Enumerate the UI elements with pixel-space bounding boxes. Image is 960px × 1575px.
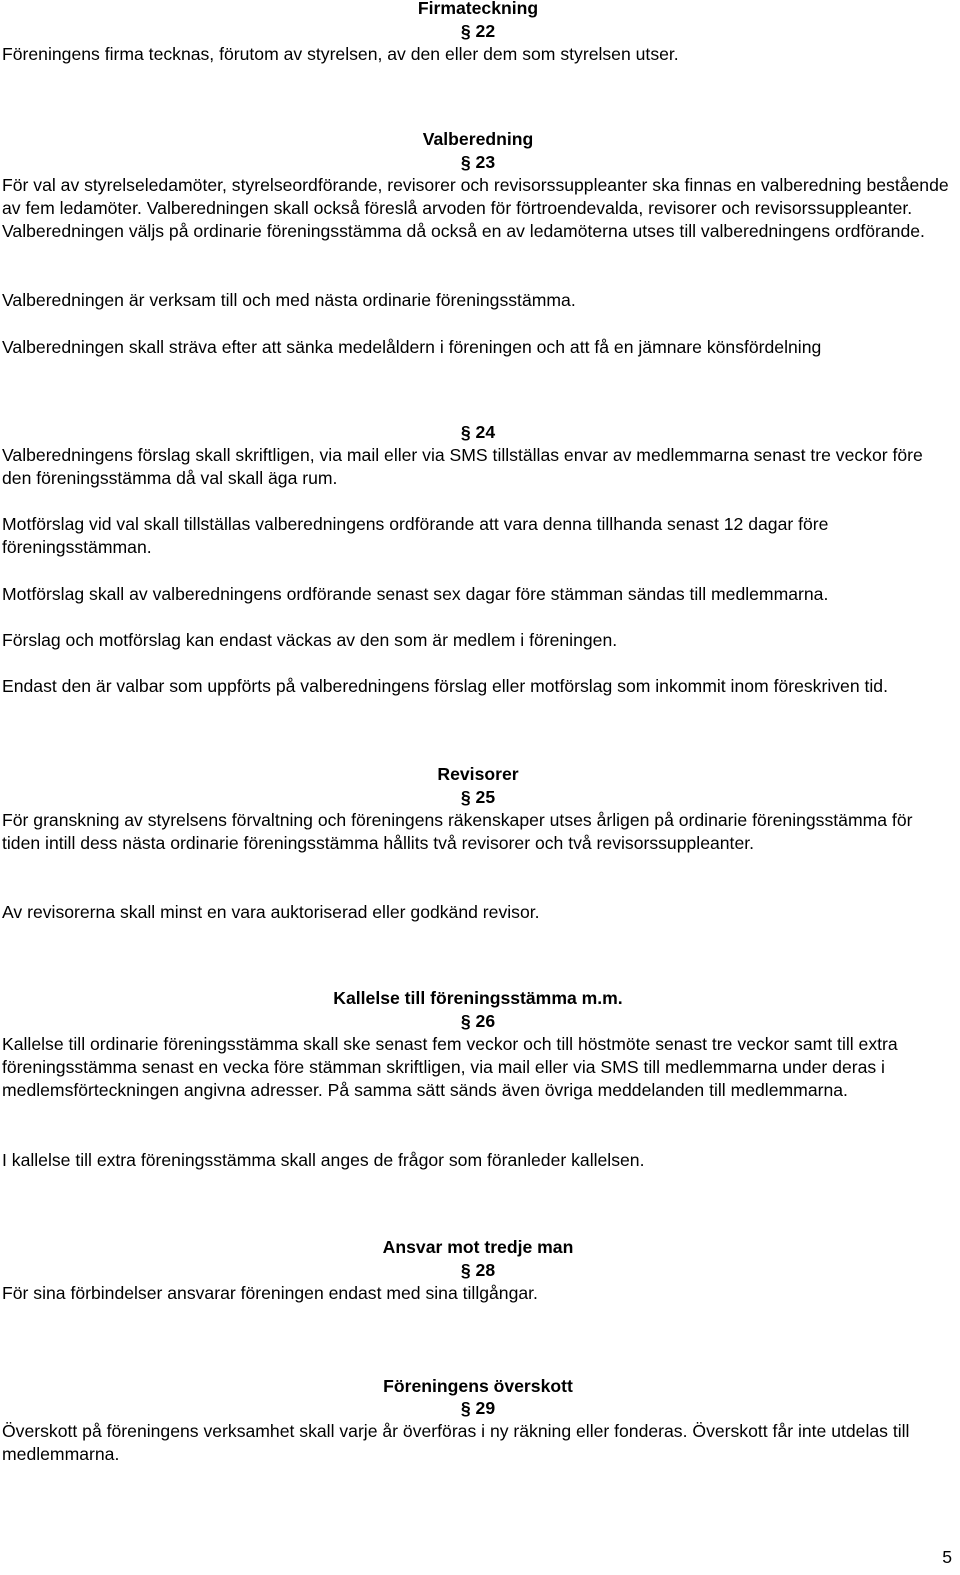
paragraph-24-2: Motförslag vid val skall tillställas valberedningens ordförande att vara denna tillhanda senast 12 dagar före föreningsstämman.: [2, 514, 829, 557]
paragraph-24-3: Motförslag skall av valberedningens ordförande senast sex dagar före stämman sändas till medlemmarna.: [2, 584, 829, 604]
paragraph-23-1: För val av styrelseledamöter, styrelseordförande, revisorer och revisorssuppleanter ska finnas en valberedning bestående av fem ledamöter. Valberedningen skall också föreslå arvoden för förtroendevalda, revisorer och revisorssuppleanter. Valberedningen väljs på ordinarie föreningsstämma då också en av ledamöterna utses till valberedningens ordförande.: [2, 175, 949, 241]
section-heading-ansvar: Ansvar mot tredje man: [382, 1237, 574, 1257]
section-number-23: § 23: [460, 152, 496, 172]
section-number-22: § 22: [460, 21, 496, 41]
paragraph-25-2: Av revisorerna skall minst en vara auktoriserad eller godkänd revisor.: [2, 902, 540, 922]
section-number-29: § 29: [460, 1398, 496, 1418]
paragraph-22-1: Föreningens firma tecknas, förutom av styrelsen, av den eller dem som styrelsen utser.: [2, 44, 679, 64]
paragraph-23-2: Valberedningen är verksam till och med nästa ordinarie föreningsstämma.: [2, 290, 576, 310]
paragraph-25-1: För granskning av styrelsens förvaltning och föreningens räkenskaper utses årligen på ordinarie föreningsstämma för tiden intill dess nästa ordinarie föreningsstämma hållits två revisorer och två revisorssuppleanter.: [2, 810, 913, 853]
paragraph-26-1: Kallelse till ordinarie föreningsstämma skall ske senast fem veckor och till höstmöte senast tre veckor samt till extra föreningsstämma senast en vecka före stämman skriftligen, via mail eller via SMS till medlemmarna under deras i medlemsförteckningen angivna adresser. På samma sätt sänds även övriga meddelanden till medlemmarna.: [2, 1034, 898, 1100]
section-heading-firmateckning: Firmateckning: [417, 0, 539, 18]
paragraph-24-5: Endast den är valbar som uppförts på valberedningens förslag eller motförslag som inkommit inom föreskriven tid.: [2, 676, 888, 696]
section-heading-valberedning: Valberedning: [422, 129, 534, 149]
section-number-25: § 25: [460, 787, 496, 807]
section-heading-kallelse: Kallelse till föreningsstämma m.m.: [333, 988, 623, 1008]
section-number-26: § 26: [460, 1011, 496, 1031]
section-number-24: § 24: [460, 422, 496, 442]
page-number: 5: [942, 1547, 952, 1567]
paragraph-29-1: Överskott på föreningens verksamhet skall varje år överföras i ny räkning eller fonderas. Överskott får inte utdelas till medlemmarna.: [2, 1421, 910, 1464]
paragraph-24-4: Förslag och motförslag kan endast väckas av den som är medlem i föreningen.: [2, 630, 618, 650]
section-heading-overskott: Föreningens överskott: [383, 1376, 573, 1396]
paragraph-23-3: Valberedningen skall sträva efter att sänka medelåldern i föreningen och att få en jämnare könsfördelning: [2, 337, 822, 357]
paragraph-28-1: För sina förbindelser ansvarar föreningen endast med sina tillgångar.: [2, 1283, 538, 1303]
paragraph-24-1: Valberedningens förslag skall skriftligen, via mail eller via SMS tillställas envar av medlemmarna senast tre veckor före den föreningsstämma då val skall äga rum.: [2, 445, 923, 488]
paragraph-26-2: I kallelse till extra föreningsstämma skall anges de frågor som föranleder kallelsen.: [2, 1150, 645, 1170]
section-heading-revisorer: Revisorer: [437, 764, 519, 784]
section-number-28: § 28: [460, 1260, 496, 1280]
